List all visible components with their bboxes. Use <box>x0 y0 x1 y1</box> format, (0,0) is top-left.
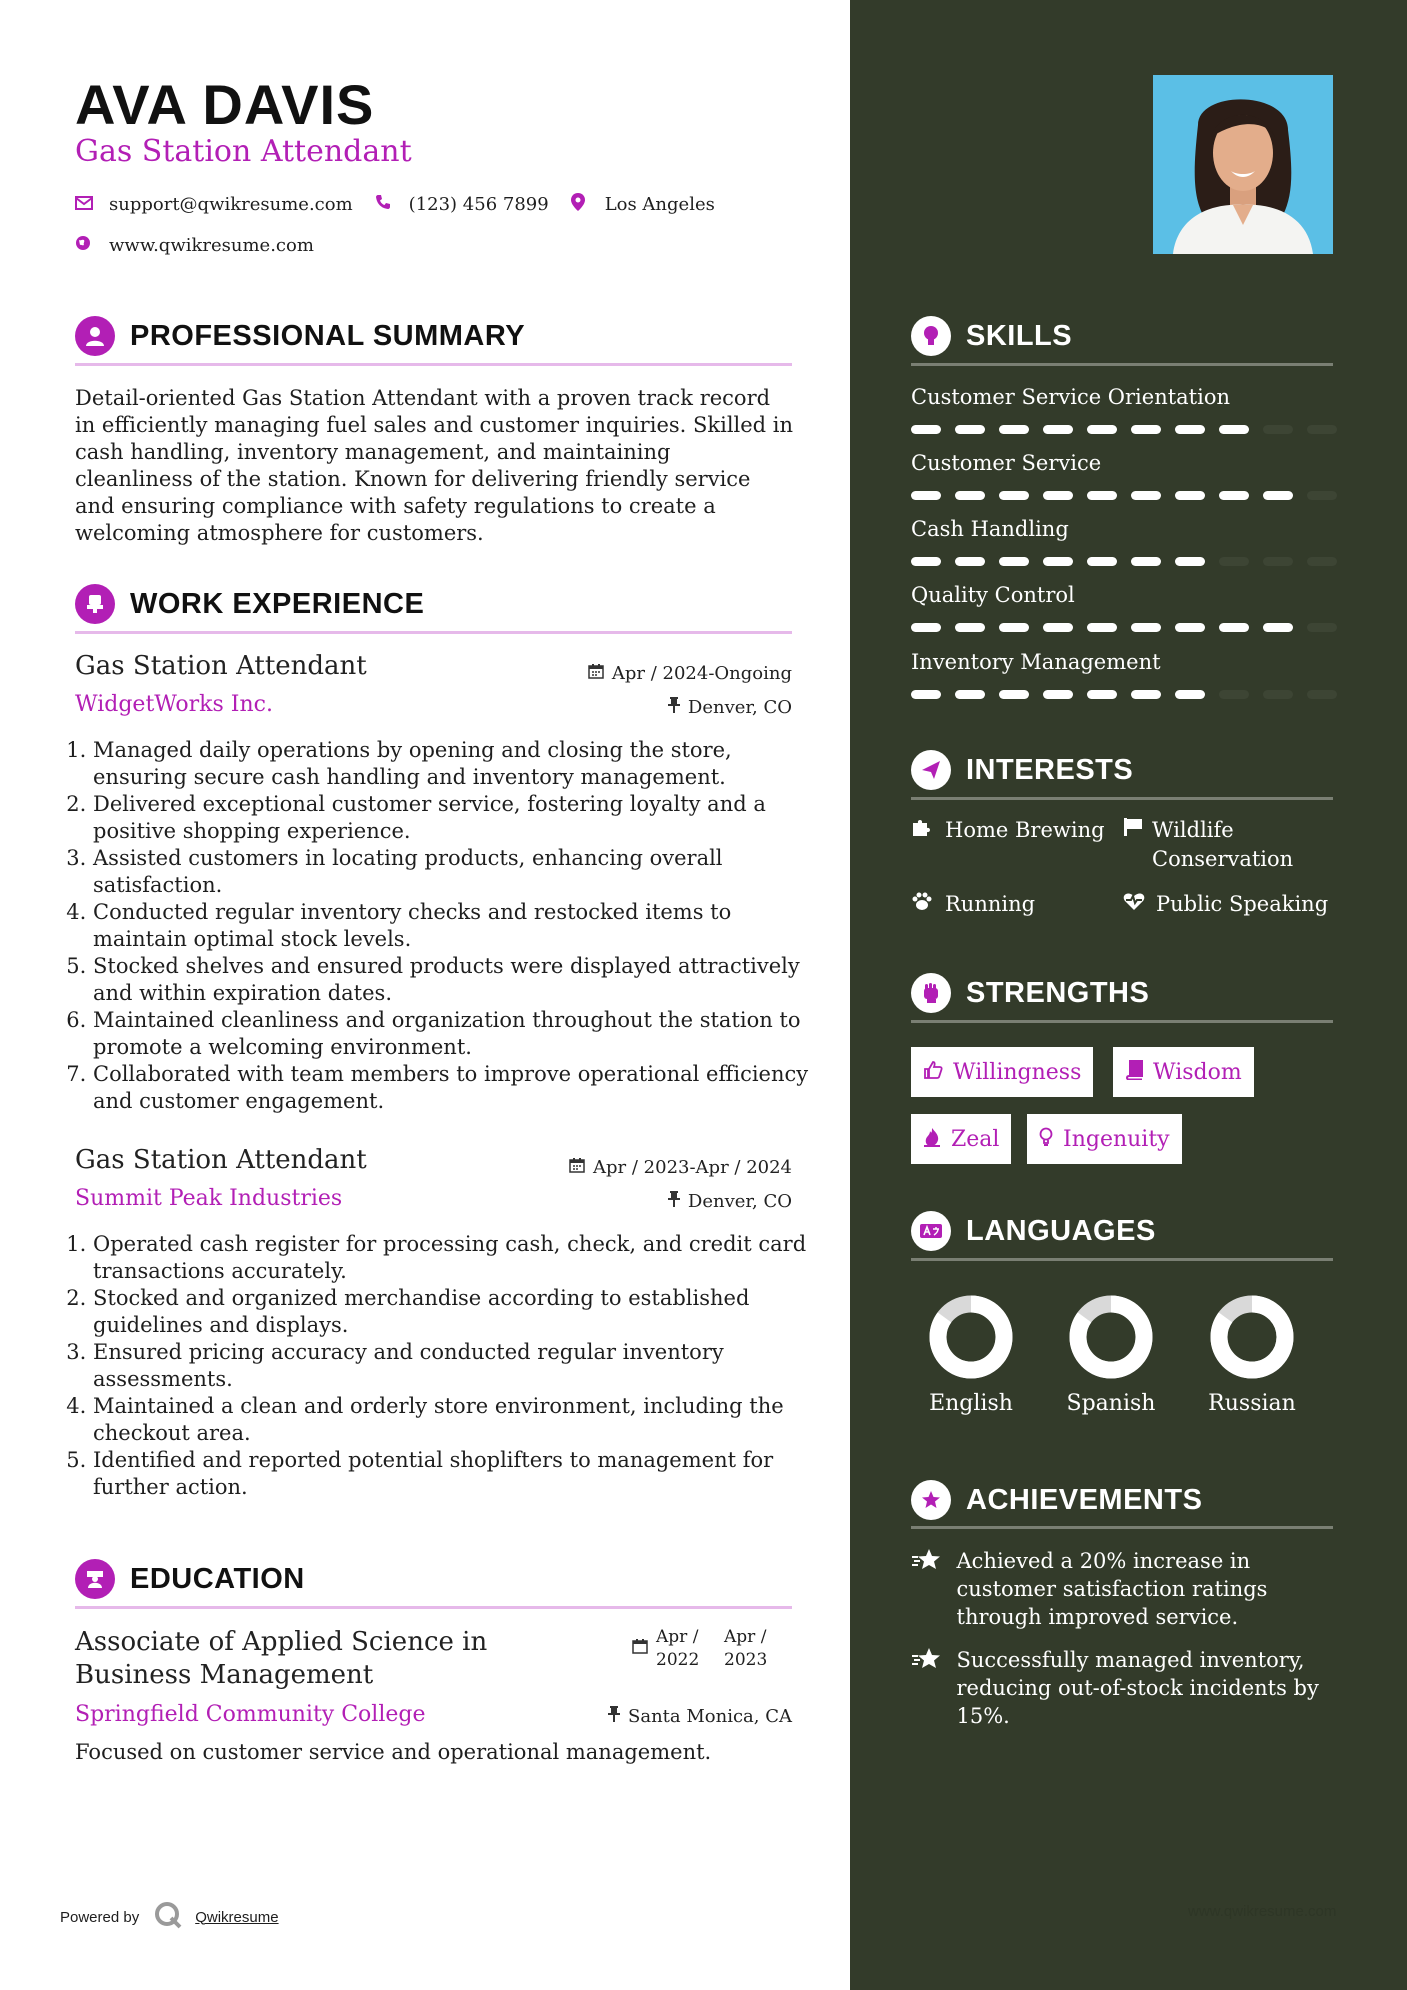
skill-level-segment <box>1087 623 1117 632</box>
contact-row <box>75 193 737 216</box>
skill-bar <box>911 557 1351 566</box>
job-location <box>520 1191 792 1212</box>
skill-level-segment <box>1219 425 1249 434</box>
language-item <box>1192 1295 1312 1416</box>
skill-level-segment <box>1043 491 1073 500</box>
interest-item <box>1122 816 1337 874</box>
job-location-text: Denver, CO <box>687 1191 792 1212</box>
skill-level-segment <box>1307 425 1337 434</box>
skill-level-segment <box>1219 623 1249 632</box>
skill-level-segment <box>1131 425 1161 434</box>
language-name: English <box>929 1391 1013 1416</box>
strength-chip <box>1027 1114 1182 1164</box>
skill-name: Customer Service Orientation <box>911 385 1231 409</box>
achievements-title: ACHIEVEMENTS <box>966 1483 1203 1516</box>
job-bullets <box>75 1231 810 1501</box>
list-item: 1. Managed daily operations by opening and closing the store, ensuring secure cash handling and inventory management. <box>93 737 810 791</box>
strengths-heading <box>911 973 1149 1013</box>
list-item: 5. Stocked shelves and ensured products were displayed attractively and within expiration dates. <box>93 953 810 1007</box>
job-location <box>520 697 792 718</box>
list-item: 3. Assisted customers in locating products, enhancing overall satisfaction. <box>93 845 810 899</box>
graduation-icon <box>75 1559 115 1599</box>
degree-title: Associate of Applied Science in Business Management <box>75 1627 488 1690</box>
skill-level-segment <box>1175 425 1205 434</box>
summary-divider <box>75 363 792 366</box>
education-start: Apr / 2022 <box>656 1627 700 1670</box>
interests-heading <box>911 750 1133 790</box>
language-donut <box>1069 1295 1153 1379</box>
list-item: 4. Conducted regular inventory checks and restocked items to maintain optimal stock levels. <box>93 899 810 953</box>
calendar-icon <box>632 1638 648 1661</box>
email-text[interactable]: support@qwikresume.com <box>109 194 353 215</box>
strength-chip <box>911 1047 1093 1097</box>
job-dates-text: Apr / 2023-Apr / 2024 <box>593 1157 792 1178</box>
skill-level-segment <box>1087 425 1117 434</box>
skill-level-segment <box>1219 491 1249 500</box>
skill-level-segment <box>1131 623 1161 632</box>
education-heading <box>75 1559 305 1599</box>
job-dates <box>520 663 792 684</box>
powered-by-text: Powered by <box>60 1908 140 1926</box>
skill-level-segment <box>1263 425 1293 434</box>
fire-icon <box>923 1127 941 1152</box>
skill-level-segment <box>1307 623 1337 632</box>
list-item: 6. Maintained cleanliness and organization throughout the station to promote a welcoming environment. <box>93 1007 810 1061</box>
job-location-text: Denver, CO <box>687 697 792 718</box>
list-item: 2. Stocked and organized merchandise according to established guidelines and displays. <box>93 1285 810 1339</box>
skill-level-segment <box>1263 557 1293 566</box>
footer-url[interactable]: www.qwikresume.com <box>1188 1903 1337 1920</box>
skill-level-segment <box>999 425 1029 434</box>
interests-divider <box>911 797 1333 800</box>
phone-icon <box>375 194 393 215</box>
strength-chip <box>911 1114 1011 1164</box>
language-donut <box>929 1295 1013 1379</box>
job-bullets <box>75 737 810 1115</box>
skill-level-segment <box>1043 690 1073 699</box>
job-dates-text: Apr / 2024-Ongoing <box>611 663 792 684</box>
strength-label: Zeal <box>951 1126 1000 1152</box>
language-donut <box>1210 1295 1294 1379</box>
job-title: Gas Station Attendant <box>75 651 367 681</box>
skill-level-segment <box>1131 491 1161 500</box>
interest-label: Running <box>945 892 1036 916</box>
skills-title: SKILLS <box>966 319 1073 352</box>
strength-label: Willingness <box>953 1059 1082 1085</box>
achievements-divider <box>911 1526 1333 1529</box>
strength-label: Wisdom <box>1153 1059 1242 1085</box>
skill-name: Customer Service <box>911 451 1102 475</box>
qwikresume-link[interactable]: Qwikresume <box>195 1908 279 1926</box>
strengths-divider <box>911 1020 1333 1023</box>
skill-level-segment <box>999 491 1029 500</box>
skill-name: Quality Control <box>911 583 1075 607</box>
paper-plane-icon <box>911 750 951 790</box>
skill-level-segment <box>911 491 941 500</box>
skill-level-segment <box>1131 557 1161 566</box>
skill-level-segment <box>1219 690 1249 699</box>
school-name: Springfield Community College <box>75 1702 426 1727</box>
education-title: EDUCATION <box>130 1562 305 1595</box>
skill-level-segment <box>1307 690 1337 699</box>
skill-level-segment <box>1087 690 1117 699</box>
education-description: Focused on customer service and operational management. <box>75 1740 712 1764</box>
summary-text: Detail-oriented Gas Station Attendant with a proven track record in efficiently managing fuel sales and customer inquiries. Skilled in cash handling, inventory management, and maintaining cleanliness of the station. Known for delivering friendly service and ensuring compliance with safety regulations to create a welcoming atmosphere for customers. <box>75 386 794 545</box>
star-badge-icon <box>911 1480 951 1520</box>
skill-level-segment <box>911 557 941 566</box>
education-location <box>520 1706 792 1727</box>
strengths-title: STRENGTHS <box>966 976 1150 1009</box>
skill-bar <box>911 623 1351 632</box>
interest-label: Wildlife Conservation <box>1152 818 1294 871</box>
skill-level-segment <box>911 425 941 434</box>
puzzle-icon <box>911 816 937 845</box>
skill-bar <box>911 690 1351 699</box>
achievement-item <box>911 1646 1331 1730</box>
lightbulb-icon <box>1039 1127 1053 1152</box>
thumbs-up-icon <box>923 1060 943 1085</box>
skill-level-segment <box>1043 623 1073 632</box>
skill-bar <box>911 425 1351 434</box>
skill-level-segment <box>955 557 985 566</box>
interest-item <box>1122 890 1328 919</box>
skill-level-segment <box>911 623 941 632</box>
skill-level-segment <box>999 623 1029 632</box>
list-item: 3. Ensured pricing accuracy and conducted regular inventory assessments. <box>93 1339 810 1393</box>
candidate-name: AVA DAVIS <box>75 73 375 136</box>
summary-heading <box>75 316 525 356</box>
skill-level-segment <box>1219 557 1249 566</box>
footer-powered-by <box>60 1900 279 1934</box>
company-name: Summit Peak Industries <box>75 1186 343 1211</box>
skill-level-segment <box>955 491 985 500</box>
user-icon <box>75 316 115 356</box>
strength-chip <box>1113 1047 1254 1097</box>
skill-level-segment <box>999 690 1029 699</box>
phone-text: (123) 456 7899 <box>408 194 549 215</box>
experience-heading <box>75 584 424 624</box>
list-item: 5. Identified and reported potential shoplifters to management for further action. <box>93 1447 810 1501</box>
list-item: 7. Collaborated with team members to improve operational efficiency and customer engagement. <box>93 1061 810 1115</box>
website-link[interactable]: www.qwikresume.com <box>109 235 314 256</box>
globe-icon <box>75 235 93 256</box>
achievements-heading <box>911 1480 1202 1520</box>
skill-level-segment <box>1307 491 1337 500</box>
website-row <box>75 235 336 256</box>
summary-title: PROFESSIONAL SUMMARY <box>130 319 526 352</box>
languages-divider <box>911 1258 1333 1261</box>
location-text: Los Angeles <box>604 194 715 215</box>
skill-level-segment <box>1263 491 1293 500</box>
interest-label: Public Speaking <box>1156 892 1329 916</box>
skill-bar <box>911 491 1351 500</box>
skill-level-segment <box>1307 557 1337 566</box>
skills-divider <box>911 363 1333 366</box>
experience-divider <box>75 631 792 634</box>
book-icon <box>1125 1060 1143 1085</box>
calendar-icon <box>588 663 604 684</box>
interest-label: Home Brewing <box>945 818 1105 842</box>
achievement-text: Achieved a 20% increase in customer satisfaction ratings through improved service. <box>956 1549 1268 1629</box>
qwikresume-logo-icon <box>153 1900 183 1934</box>
skill-level-segment <box>1087 491 1117 500</box>
skill-level-segment <box>1175 690 1205 699</box>
skill-name: Inventory Management <box>911 650 1161 674</box>
skill-level-segment <box>1175 491 1205 500</box>
interest-item <box>911 816 1105 845</box>
lightbulb-icon <box>911 316 951 356</box>
languages-heading <box>911 1211 1156 1251</box>
achievement-item <box>911 1547 1331 1631</box>
calendar-icon <box>569 1157 585 1178</box>
fist-icon <box>911 973 951 1013</box>
education-location-text: Santa Monica, CA <box>628 1706 792 1727</box>
heartbeat-icon <box>1122 890 1148 919</box>
language-item <box>911 1295 1031 1416</box>
company-name: WidgetWorks Inc. <box>75 692 273 717</box>
job-title: Gas Station Attendant <box>75 1145 367 1175</box>
envelope-icon <box>75 194 93 215</box>
skill-level-segment <box>1175 557 1205 566</box>
translate-icon <box>911 1211 951 1251</box>
profile-photo <box>1153 75 1333 254</box>
skill-level-segment <box>1263 690 1293 699</box>
skill-level-segment <box>955 623 985 632</box>
achievement-text: Successfully managed inventory, reducing out-of-stock incidents by 15%. <box>956 1648 1319 1728</box>
skills-heading <box>911 316 1072 356</box>
skill-name: Cash Handling <box>911 517 1069 541</box>
map-marker-icon <box>571 193 589 216</box>
star-icon <box>911 1547 945 1631</box>
interests-title: INTERESTS <box>966 753 1134 786</box>
skill-level-segment <box>911 690 941 699</box>
skill-level-segment <box>1087 557 1117 566</box>
candidate-title: Gas Station Attendant <box>75 134 412 169</box>
list-item: 1. Operated cash register for processing cash, check, and credit card transactions accurately. <box>93 1231 810 1285</box>
interest-item <box>911 890 1035 919</box>
skill-level-segment <box>1043 425 1073 434</box>
experience-title: WORK EXPERIENCE <box>130 587 425 620</box>
star-icon <box>911 1646 945 1730</box>
skill-level-segment <box>955 425 985 434</box>
education-dates <box>632 1626 784 1672</box>
briefcase-icon <box>75 584 115 624</box>
skill-level-segment <box>1043 557 1073 566</box>
list-item: 4. Maintained a clean and orderly store environment, including the checkout area. <box>93 1393 810 1447</box>
paw-icon <box>911 890 937 919</box>
skill-level-segment <box>999 557 1029 566</box>
list-item: 2. Delivered exceptional customer service, fostering loyalty and a positive shopping experience. <box>93 791 810 845</box>
job-dates <box>520 1157 792 1178</box>
language-item <box>1051 1295 1171 1416</box>
strength-label: Ingenuity <box>1063 1126 1170 1152</box>
skill-level-segment <box>1263 623 1293 632</box>
language-name: Russian <box>1208 1391 1296 1416</box>
language-name: Spanish <box>1066 1391 1156 1416</box>
education-end: Apr / 2023 <box>724 1627 768 1670</box>
skill-level-segment <box>955 690 985 699</box>
education-divider <box>75 1606 792 1609</box>
flag-icon <box>1122 816 1144 874</box>
skill-level-segment <box>1131 690 1161 699</box>
languages-title: LANGUAGES <box>966 1214 1156 1247</box>
pushpin-icon <box>608 1706 620 1727</box>
pushpin-icon <box>668 697 680 718</box>
skill-level-segment <box>1175 623 1205 632</box>
pushpin-icon <box>668 1191 680 1212</box>
